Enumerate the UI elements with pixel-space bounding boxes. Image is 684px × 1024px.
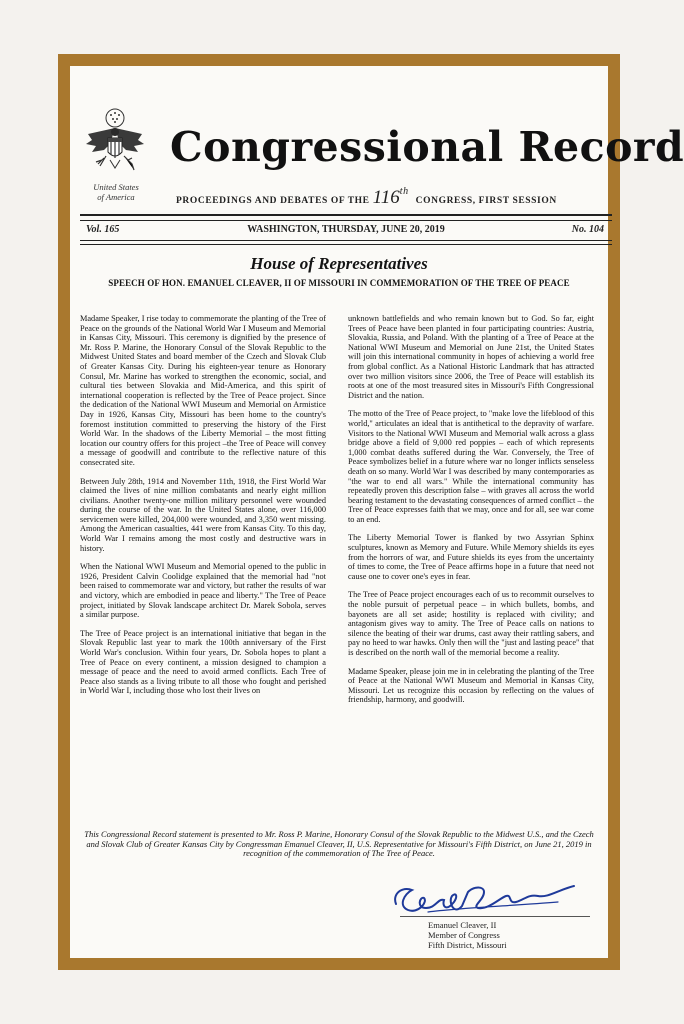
paragraph: When the National WWI Museum and Memorial opened to the public in 1926, President Calvin Coolidge explained that the memorial had "not been raised to commemorate war and victory, but rather the results of war and victory, which are embodied in peace and liberty." The Tree of Peace project, initiated by Slovak landscape architect Dr. Marek Sobola, serves a similar purpose.	[80, 562, 326, 620]
publication-title: Congressional Record	[170, 123, 684, 171]
issue-number: No. 104	[571, 224, 604, 235]
rule-divider-top	[80, 214, 612, 221]
speech-title: SPEECH OF HON. EMANUEL CLEAVER, II OF MISSOURI IN COMMEMORATION OF THE TREE OF PEACE	[108, 278, 570, 288]
chamber-heading: House of Representatives	[250, 254, 428, 273]
signatory	[428, 920, 588, 950]
paragraph: The Tree of Peace project encourages each of us to recommit ourselves to the noble pursuit of perpetual peace – in which bullets, bombs, and bayonets are all set aside; hostility is replaced with civility; and antagonism gives way to amity. The Tree of Peace calls on nations to silence the beating of their war drums, cast away their rattling sabers, and pay no heed to war hawks. Only then will the "just and lasting peace" that is described on the north wall of the memorial become a reality.	[348, 590, 594, 657]
paragraph: Between July 28th, 1914 and November 11th, 1918, the First World War claimed the lives of nine million combatants and nearly eight million civilians. Another twenty-one million military personnel were wounded during the course of the war. In the United States alone, over 116,000 servicemen were killed, 204,000 were wounded, and 3,350 went missing. Among the American casualties, 441 were from Kansas City. To this day, World War I remains among the most costly and destructive wars in history.	[80, 476, 326, 553]
paragraph: Madame Speaker, I rise today to commemorate the planting of the Tree of Peace on the grounds of the National World War I Museum and Memorial in Kansas City, Missouri. This ceremony is dignified by the presence of Mr. Ross P. Marine, the Honorary Consul of the Slovak Republic to the Midwest United States and board member of the Czech and Slovak Club of Greater Kansas City. During his eighteen-year tenure as Honorary Consul, Mr. Marine has worked to strengthen the economic, social, and cultural ties between Slovakia and Mid-America, and this spirit of international cooperation is reflected by the Tree of Peace project. Since the dedication of the National WWI Museum and Memorial on Armistice Day in 1926, Kansas City, Missouri has been home to the country's foremost institution committed to preserving the history of the First World War. In the shadows of the Liberty Memorial – the most fitting location our country offers for this project –the Tree of Peace will convey a message of goodwill and contribute to the reflective nature of this consecrated site.	[80, 314, 326, 467]
congress-number: 116	[372, 187, 400, 208]
signature-line	[400, 916, 590, 917]
issue-date: WASHINGTON, THURSDAY, JUNE 20, 2019	[247, 224, 445, 235]
right-column	[348, 314, 594, 714]
volume-number: Vol. 165	[86, 224, 120, 235]
country-label	[80, 182, 152, 202]
publication-subtitle	[176, 186, 606, 209]
rule-divider-bottom	[80, 240, 612, 245]
paragraph: Madame Speaker, please join me in in celebrating the planting of the Tree of Peace at the National WWI Museum and Memorial in Kansas City, Missouri. Let us recognize this occasion by reflecting on the values of friendship, harmony, and goodwill.	[348, 666, 594, 705]
country-line-1: United States	[93, 182, 139, 192]
signatory-district: Fifth District, Missouri	[428, 940, 507, 950]
masthead	[70, 66, 684, 216]
paragraph: The Tree of Peace project is an international initiative that began in the Slovak Republic last year to mark the 100th anniversary of the First World War's conclusion. Within four years, Dr. Sobola hopes to plant a Tree of Peace on every continent, a mission designed to champion a message of peace and the need to avoid armed conflicts. Each Tree of Peace also stands as a living tribute to all those who fought and perished in World War I, including those who lost their lives on	[80, 628, 326, 696]
certificate-paper	[70, 66, 684, 958]
signatory-name: Emanuel Cleaver, II	[428, 920, 497, 930]
congress-suffix: th	[399, 186, 409, 197]
left-column	[80, 314, 326, 705]
paragraph: unknown battlefields and who remain known but to God. So far, eight Trees of Peace have been planted in four participating countries: Austria, Slovakia, Russia, and Poland. With the planting of a Tree of Peace at the National WWI Museum and Memorial on June 21st, the United States will join this international community in hopes of achieving a world free from global conflict. As a National Historic Landmark that has attracted over two million visitors since 2006, the Tree of Peace will establish its roots at one of the most treasured sites in Missouri's Fifth Congressional District and the nation.	[348, 314, 594, 400]
paragraph: The Liberty Memorial Tower is flanked by two Assyrian Sphinx sculptures, known as Memory and Future. While Memory shields its eyes from the horrors of war, and Future shields its eyes from the uncertainty of times to come, the Tree of Peace affirms hope in a future that need not cause one to cover one's eyes in fear.	[348, 533, 594, 581]
subtitle-post: CONGRESS, FIRST SESSION	[415, 196, 557, 206]
signatory-role: Member of Congress	[428, 930, 500, 940]
dateline	[80, 224, 612, 238]
great-seal-eagle-icon	[84, 104, 146, 176]
signature-block	[388, 872, 598, 952]
paragraph: The motto of the Tree of Peace project, to "make love the lifeblood of this world," articulates an ideal that is antithetical to the depravity of warfare. Visitors to the National WWI Museum and Memorial walk across a glass bridge above a field of 9,000 red poppies – each of which represents 1,000 combat deaths suffered during the War. Conversely, the Tree of Peace symbolizes belief in a future where war no longer inflicts senseless death on so many. World War I was described by many contemporaries as "the war to end all wars." While the international community has repeatedly proven this description false – with graves all across the world bearing testament to the devastating consequences of armed conflict – the Tree of Peace expresses faith that we may, once and for all, see war come to an end.	[348, 409, 594, 524]
subtitle-pre: PROCEEDINGS AND DEBATES OF THE	[176, 196, 370, 206]
country-line-2: of America	[97, 192, 135, 202]
presentation-note: This Congressional Record statement is presented to Mr. Ross P. Marine, Honorary Consul of the Slovak Republic to the Midwest U.S., and the Czech and Slovak Club of Greater Kansas City by Congressman Emanuel Cleaver, II, U.S. Representative for Missouri's Fifth District, on June 21, 2019 in recognition of the commemoration of The Tree of Peace.	[84, 829, 594, 858]
